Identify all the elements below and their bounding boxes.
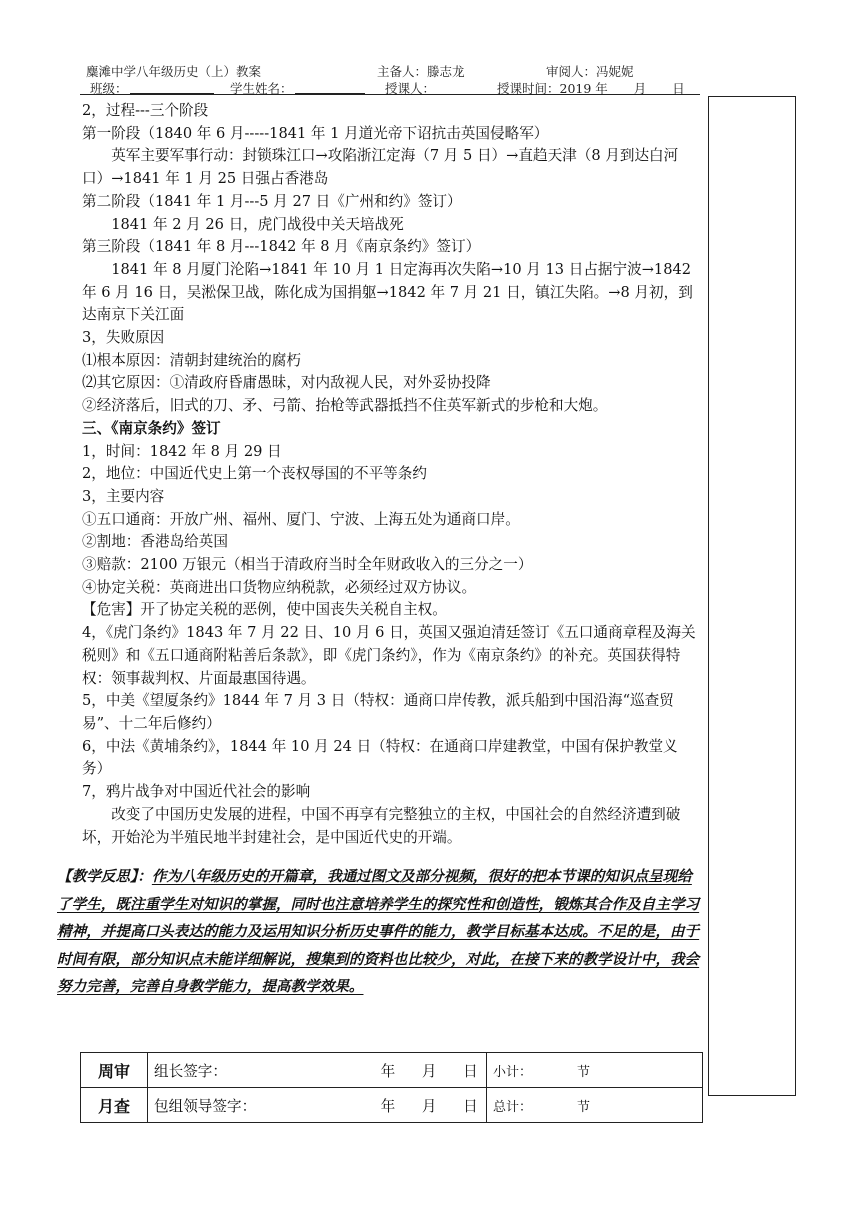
section-heading: 三、《南京条约》签订 [82,419,221,437]
weekly-unit: 节 [577,1064,591,1080]
class-blank [130,81,214,94]
monthly-day: 日 [463,1097,478,1115]
content-line: 第一阶段（1840 年 6 月-----1841 年 1 月道光帝下诏抗击英国侵略军） [82,124,549,142]
content-line: 1841 年 2 月 26 日，虎门战役中关天培战死 [111,215,404,233]
content-line: ③赔款：2100 万银元（相当于清政府当时全年财政收入的三分之一） [82,556,533,574]
content-line: 第三阶段（1841 年 8 月---1842 年 8 月《南京条约》签订） [82,238,481,256]
monthly-check-label: 月查 [81,1088,148,1123]
class-label: 班级： [90,81,128,96]
side-notes-box [708,96,796,1096]
lesson-content [82,100,698,849]
reviewer: 审阅人：冯妮妮 [546,64,634,79]
content-line: ②割地：香港岛给英国 [82,533,228,551]
teacher-label: 授课人： [385,81,436,96]
content-line: ⑵其它原因：①清政府昏庸愚昧，对内敌视人民，对外妥协投降 [82,374,491,392]
monthly-count-label: 总计： [493,1099,533,1115]
content-line: ④协定关税：英商进出口货物应纳税款，必须经过双方协议。 [82,578,477,596]
content-line: 改变了中国历史发展的进程，中国不再享有完整独立的主权，中国社会的自然经济遭到破坏，开始沦为半殖民地半封建社会，是中国近代史的开端。 [82,805,681,846]
content-line: 3，失败原因 [82,329,165,347]
monthly-year: 年 [380,1097,396,1115]
content-line: 2，地位：中国近代史上第一个丧权辱国的不平等条约 [82,465,427,483]
month-label: 月 [633,81,647,96]
weekly-count-cell [487,1053,703,1088]
content-line: 1841 年 8 月厦门沦陷→1841 年 10 月 1 日定海再次失陷→10 月 13 日占据宁波→1842 年 6 月 16 日，吴淞保卫战，陈化成为国捐躯→1842 年 7 月 21 日，镇江失陷。→8 月初，到达南京下关江面 [82,260,693,324]
reflection-label: 【教学反思】： [57,868,152,885]
monthly-sign-label: 包组领导签字： [154,1097,257,1115]
preparer: 主备人：滕志龙 [377,64,465,79]
content-line: ①五口通商：开放广州、福州、厦门、宁波、上海五处为通商口岸。 [82,510,520,528]
monthly-unit: 节 [577,1099,591,1115]
day-label: 日 [672,81,685,96]
student-label: 学生姓名： [230,81,293,96]
weekly-review-label: 周审 [81,1053,148,1088]
header-rule [80,94,700,95]
content-line: 第二阶段（1841 年 1 月---5 月 27 日《广州和约》签订） [82,192,462,210]
student-blank [295,81,365,94]
monthly-count-cell [487,1088,703,1123]
content-line: 4，《虎门条约》1843 年 7 月 22 日、10 月 6 日，英国又强迫清廷签订《五口通商章程及海关税则》和《五口通商附粘善后条款》，即《虎门条约》，作为《南京条约》的补充。英国获得特权：领事裁判权、片面最惠国待遇。 [82,624,696,687]
content-line: 6，中法《黄埔条约》，1844 年 10 月 24 日（特权：在通商口岸建教堂，中国有保护教堂义务） [82,737,678,778]
monthly-sign-cell [148,1088,487,1123]
weekly-sign-label: 组长签字： [154,1062,227,1080]
content-line: 5，中美《望厦条约》1844 年 7 月 3 日（特权：通商口岸传教，派兵船到中国沿海“巡查贸易”、十二年后修约） [82,692,674,732]
teaching-reflection [57,863,700,1001]
content-line: ②经济落后，旧式的刀、矛、弓箭、抬枪等武器抵挡不住英军新式的步枪和大炮。 [82,397,608,415]
signoff-table [80,1052,703,1123]
reflection-text: 作为八年级历史的开篇章，我通过图文及部分视频，很好的把本节课的知识点呈现给了学生，既注重学生对知识的掌握，同时也注意培养学生的探究性和创造性，锻炼其合作及自主学习精神，并提高口头表达的能力及运用知识分析历史事件的能力，教学目标基本达成。不足的是，由于时间有限，部分知识点未能详细解说，搜集到的资料也比较少，对此，在接下来的教学设计中，我会努力完善，完善自身教学能力，提高教学效果。 [57,868,700,996]
school-title: 麋滩中学八年级历史（上）教案 [86,64,262,79]
weekly-day: 日 [463,1062,478,1080]
content-line: 2，过程---三个阶段 [82,102,209,119]
content-line: 1，时间：1842 年 8 月 29 日 [82,442,282,460]
monthly-month: 月 [421,1097,437,1115]
content-line: 【危害】开了协定关税的恶例，使中国丧失关税自主权。 [82,601,447,619]
time-label: 授课时间：2019 年 [497,81,608,96]
signoff-row-weekly [81,1053,703,1088]
content-line: 7，鸦片战争对中国近代社会的影响 [82,783,311,801]
signoff-row-monthly [81,1088,703,1123]
content-line: 英军主要军事行动：封锁珠江口→攻陷浙江定海（7 月 5 日）→直趋天津（8 月到达白河口）→1841 年 1 月 25 日强占香港岛 [82,147,679,188]
weekly-year: 年 [380,1062,396,1080]
weekly-month: 月 [421,1062,437,1080]
content-line: ⑴根本原因：清朝封建统治的腐朽 [82,351,301,369]
weekly-sign-cell [148,1053,487,1088]
content-line: 3，主要内容 [82,487,165,505]
weekly-count-label: 小计： [493,1064,533,1080]
